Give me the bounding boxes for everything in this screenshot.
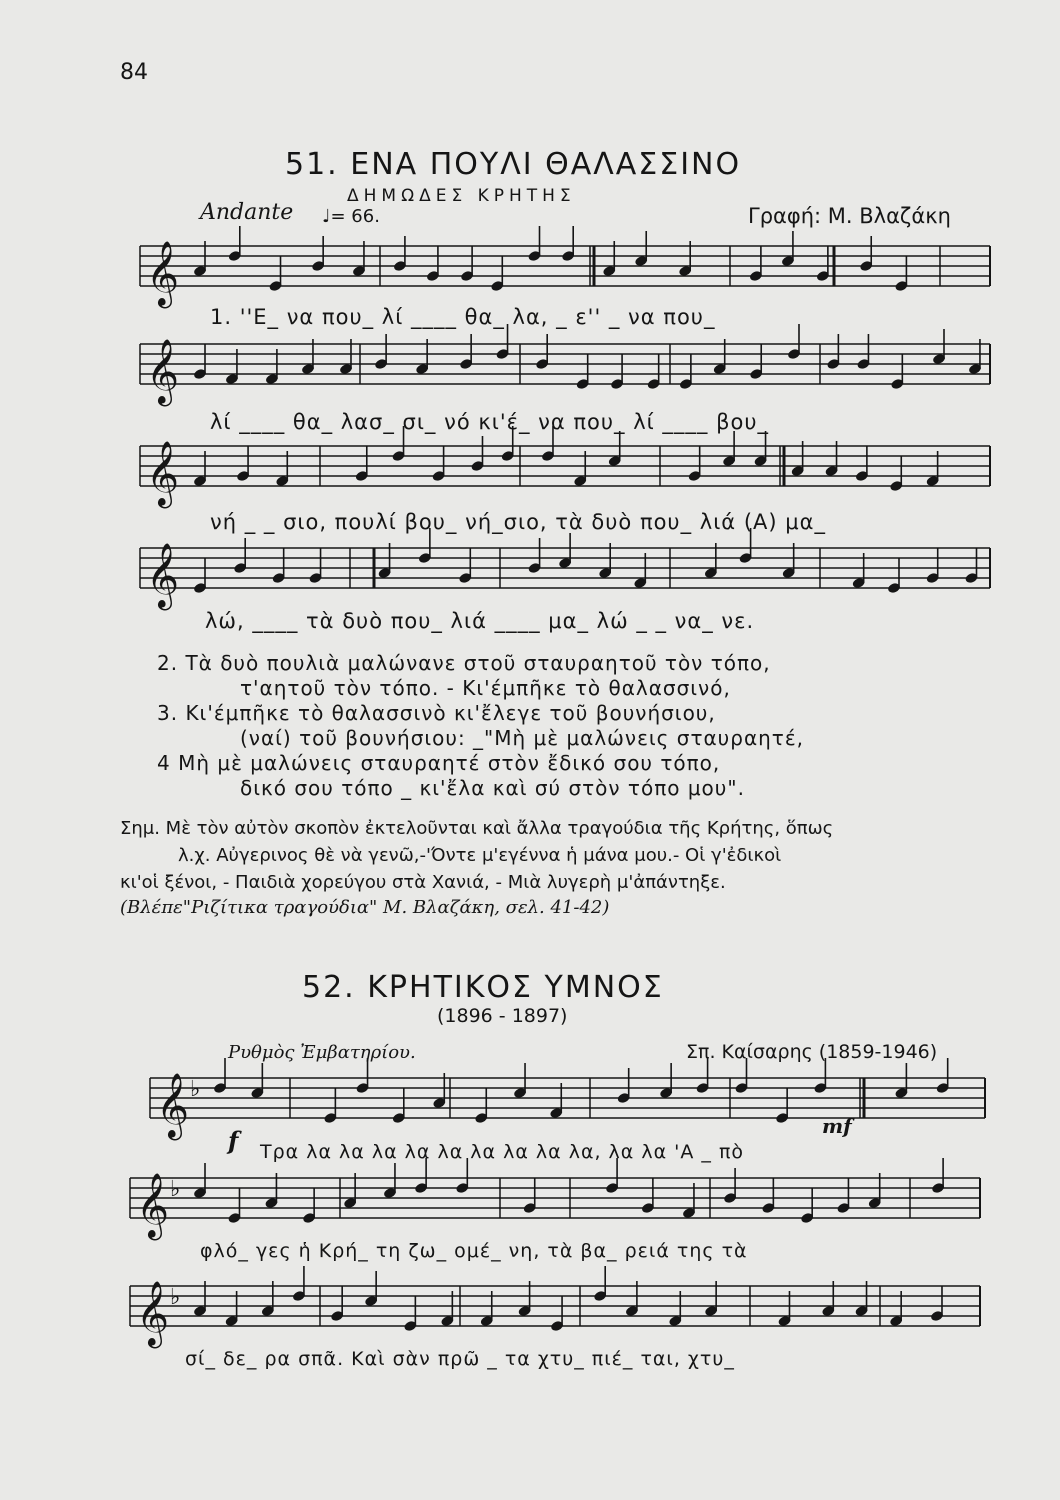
svg-text:♭: ♭ [190, 1077, 201, 1102]
song-51-verse-line: 2. Τὰ δυὸ πουλιὰ μαλώνανε στοῦ σταυραητοῦ τὸν τόπο, [157, 651, 771, 675]
song-51-lyrics-2: λί ____ θα_ λασ_ σι_ νό κι'έ_ να που_ λί ____ βου_ [210, 410, 769, 434]
song-51-staff-3 [140, 438, 990, 506]
song-51-subtitle: ΔΗΜΩΔΕΣ ΚΡΗΤΗΣ [347, 186, 576, 206]
song-51-verse-line: τ'αητοῦ τὸν τόπο. - Κι'έμπῆκε τὸ θαλασσινό, [240, 676, 731, 700]
song-51-verse-line: (ναί) τοῦ βουνήσιου: _"Μὴ μὲ μαλώνεις σταυραητέ, [240, 726, 805, 750]
svg-text:𝄞: 𝄞 [136, 1281, 170, 1346]
svg-text:𝄞: 𝄞 [146, 441, 180, 506]
song-51-verse-line: 3. Κι'έμπῆκε τὸ θαλασσινὸ κι'ἔλεγε τοῦ βουνήσιου, [157, 701, 716, 725]
song-52-staff-3 [130, 1278, 980, 1346]
song-51-note-line: κι'οἱ ξένοι, - Παιδιὰ χορεύγου στὰ Χανιά, - Μιὰ λυγερὴ μ'ἀπάντηξε. [120, 872, 726, 893]
song-51-tempo: Andante [200, 200, 294, 225]
song-52-staff-1 [150, 1070, 985, 1138]
svg-text:𝄞: 𝄞 [146, 241, 180, 306]
svg-text:♭: ♭ [170, 1177, 181, 1202]
song-52-tempo: Ρυθμὸς Ἐμβατηρίου. [228, 1042, 416, 1063]
song-51-metronome: ♩= 66. [322, 206, 380, 227]
svg-text:𝄞: 𝄞 [136, 1173, 170, 1238]
song-51-title: 51. ΕΝΑ ΠΟΥΛΙ ΘΑΛΑΣΣΙΝΟ [285, 147, 742, 182]
song-51-note-line: λ.χ. Αὐγερινος θὲ νὰ γενῶ,-'Όντε μ'εγέννα ἡ μάνα μου.- Οἱ γ'ἐδικοὶ [178, 845, 782, 866]
svg-text:♭: ♭ [170, 1285, 181, 1310]
song-51-verse-line: δικό σου τόπο _ κι'ἔλα καὶ σύ στὸν τόπο μου". [240, 776, 745, 800]
svg-text:𝄞: 𝄞 [146, 339, 180, 404]
page-number: 84 [120, 60, 148, 85]
song-51-staff-2 [140, 336, 990, 404]
dynamic-mezzo-forte: mf [822, 1114, 852, 1138]
song-51-staff-1 [140, 238, 990, 306]
song-51-lyrics-3: νή _ _ σιο, πουλί βου_ νή_σιο, τὰ δυὸ που_ λιά (Α) μα_ [210, 510, 826, 534]
song-51-note-line: (Βλέπε"Ριζίτικα τραγούδια" Μ. Βλαζάκη, σελ. 41-42) [120, 897, 610, 918]
song-52-lyrics-3: σί_ δε_ ρα σπᾶ. Καὶ σὰν πρῶ _ τα χτυ_ πιέ_ ται, χτυ_ [185, 1348, 735, 1370]
song-52-lyrics-2: φλό_ γες ἡ Κρή_ τη ζω_ ομέ_ νη, τὰ βα_ ρειά της τὰ [200, 1240, 748, 1262]
song-52-composer: Σπ. Καίσαρης (1859-1946) [686, 1041, 938, 1063]
song-51-lyrics-4: λώ, ____ τὰ δυὸ που_ λιά ____ μα_ λώ _ _ να_ νε. [205, 609, 755, 633]
svg-text:𝄞: 𝄞 [156, 1073, 190, 1138]
song-52-subtitle: (1896 - 1897) [437, 1005, 568, 1027]
song-51-note-line: Σημ. Μὲ τὸν αὐτὸν σκοπὸν ἐκτελοῦνται καὶ ἄλλα τραγούδια τῆς Κρήτης, ὅπως [120, 818, 834, 839]
song-52-staff-2 [130, 1170, 980, 1238]
song-51-transcription-credit: Γραφή: Μ. Βλαζάκη [748, 204, 951, 228]
song-51-staff-4 [140, 540, 990, 608]
dynamic-forte: f [228, 1126, 239, 1155]
song-52-title: 52. ΚΡΗΤΙΚΟΣ ΥΜΝΟΣ [302, 970, 664, 1005]
song-52-lyrics-1: Τρα λα λα λα λα λα λα λα λα λα, λα λα 'Α _ πὸ [260, 1141, 745, 1163]
svg-text:𝄞: 𝄞 [146, 543, 180, 608]
song-51-lyrics-1: 1. ''Ε_ να που_ λί ____ θα_ λα, _ ε'' _ να που_ [210, 305, 716, 329]
song-51-verse-line: 4 Μὴ μὲ μαλώνεις σταυραητέ στὸν ἔδικό σου τόπο, [157, 751, 721, 775]
